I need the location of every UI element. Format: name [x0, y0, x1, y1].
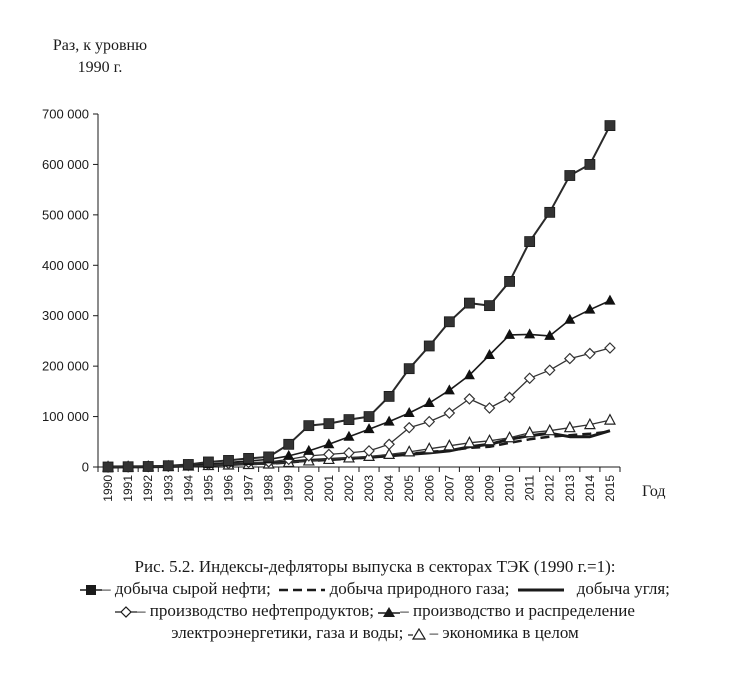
caption-legend-row-3 — [0, 622, 750, 644]
x-tick-label: 2008 — [462, 475, 477, 502]
x-tick-label: 2011 — [522, 475, 537, 501]
data-point-diamond — [485, 403, 495, 413]
data-point-square — [565, 171, 575, 181]
x-tick-label: 2001 — [321, 475, 336, 502]
data-point-triangle — [564, 314, 575, 324]
solid-line-icon — [518, 585, 564, 595]
series-triangle-open — [103, 415, 615, 471]
y-tick-label: 400 000 — [42, 257, 89, 273]
y-tick-label: 300 000 — [42, 308, 89, 324]
data-point-diamond — [464, 394, 474, 404]
data-point-square — [183, 459, 193, 469]
x-tick-label: 1990 — [101, 475, 116, 502]
x-axis-label: Год — [642, 483, 666, 500]
data-point-triangle — [404, 407, 415, 417]
legend-oil-products: – производство нефтепродуктов; — [137, 601, 374, 620]
data-point-square — [364, 412, 374, 422]
square-marker-icon — [80, 584, 102, 596]
data-point-square — [585, 159, 595, 169]
x-tick-label: 1992 — [141, 475, 156, 502]
data-point-diamond — [444, 408, 454, 418]
data-point-square — [525, 237, 535, 247]
data-point-square — [384, 391, 394, 401]
y-axis-label-line1: Раз, к уровню — [52, 37, 148, 54]
caption-legend-row-2 — [0, 600, 750, 622]
dashed-line-icon — [279, 585, 325, 595]
caption-title: Рис. 5.2. Индексы-дефляторы выпуска в секторах ТЭК (1990 г.=1): — [134, 557, 616, 576]
series-line — [108, 126, 610, 467]
data-point-open-triangle — [605, 415, 615, 425]
data-point-diamond — [424, 417, 434, 427]
data-point-square — [545, 207, 555, 217]
data-point-square — [444, 317, 454, 327]
legend-electricity: – производство и распределение — [400, 601, 635, 620]
data-point-square — [123, 462, 133, 472]
x-tick-label: 1995 — [201, 475, 216, 502]
data-point-square — [264, 452, 274, 462]
y-tick-label: 100 000 — [42, 409, 89, 425]
data-point-square — [224, 455, 234, 465]
data-point-triangle — [504, 329, 515, 339]
y-tick-label: 500 000 — [42, 207, 89, 223]
data-point-diamond — [545, 365, 555, 375]
y-tick-label: 600 000 — [42, 156, 89, 172]
x-tick-label: 2007 — [442, 475, 457, 502]
data-point-triangle — [524, 328, 535, 338]
x-tick-label: 1999 — [281, 475, 296, 502]
x-tick-label: 1993 — [161, 475, 176, 502]
x-tick-label: 2003 — [362, 475, 377, 502]
legend-oil: – добыча сырой нефти; — [102, 579, 271, 598]
legend-economy: – экономика в целом — [429, 623, 579, 642]
x-tick-label: 2004 — [382, 475, 397, 502]
y-tick-label: 0 — [81, 459, 89, 475]
x-tick-label: 2006 — [422, 475, 437, 502]
data-point-square — [344, 415, 354, 425]
x-tick-label: 1994 — [181, 475, 196, 502]
legend-gas: добыча природного газа; — [329, 579, 510, 598]
x-tick-label: 2000 — [301, 475, 316, 502]
data-point-square — [143, 461, 153, 471]
x-tick-label: 1997 — [241, 475, 256, 502]
x-tick-label: 2014 — [582, 475, 597, 502]
legend-electricity-cont: электроэнергетики, газа и воды; — [171, 623, 404, 642]
series-line — [108, 348, 610, 467]
y-axis-label-line2: 1990 г. — [77, 59, 123, 76]
y-tick-label: 700 000 — [42, 106, 89, 122]
x-tick-label: 1998 — [261, 475, 276, 502]
series-diamond — [103, 343, 615, 472]
data-point-square — [244, 453, 254, 463]
data-point-square — [464, 298, 474, 308]
series-line — [108, 301, 610, 467]
diamond-marker-icon — [115, 606, 137, 618]
caption-legend-row-1 — [0, 578, 750, 600]
open-triangle-marker-icon — [408, 628, 430, 640]
data-point-square — [163, 461, 173, 471]
series-square — [103, 121, 615, 472]
data-point-diamond — [605, 343, 615, 353]
series-triangle — [103, 295, 616, 471]
data-point-square — [404, 364, 414, 374]
data-point-square — [324, 419, 334, 429]
data-point-square — [605, 121, 615, 131]
data-point-diamond — [344, 448, 354, 458]
data-point-triangle — [604, 295, 615, 305]
data-point-triangle — [424, 397, 435, 407]
data-point-square — [284, 439, 294, 449]
x-tick-label: 2009 — [482, 475, 497, 502]
legend-coal: добыча угля; — [576, 579, 670, 598]
x-tick-label: 2002 — [341, 475, 356, 502]
figure-caption — [0, 556, 750, 644]
y-tick-label: 200 000 — [42, 358, 89, 374]
data-point-square — [203, 457, 213, 467]
x-tick-label: 2013 — [562, 475, 577, 502]
data-point-square — [485, 301, 495, 311]
x-tick-label: 1991 — [121, 475, 136, 502]
triangle-marker-icon — [378, 606, 400, 618]
data-point-square — [424, 341, 434, 351]
data-point-square — [103, 462, 113, 472]
x-tick-label: 2010 — [502, 475, 517, 502]
data-point-diamond — [364, 446, 374, 456]
data-point-square — [304, 421, 314, 431]
x-tick-label: 1996 — [221, 475, 236, 502]
data-point-diamond — [585, 349, 595, 359]
x-tick-label: 2015 — [602, 475, 617, 502]
x-tick-label: 2012 — [542, 475, 557, 502]
x-tick-label: 2005 — [402, 475, 417, 502]
data-point-triangle — [444, 384, 455, 394]
series-layer — [103, 121, 616, 472]
data-point-diamond — [565, 354, 575, 364]
data-point-square — [505, 276, 515, 286]
